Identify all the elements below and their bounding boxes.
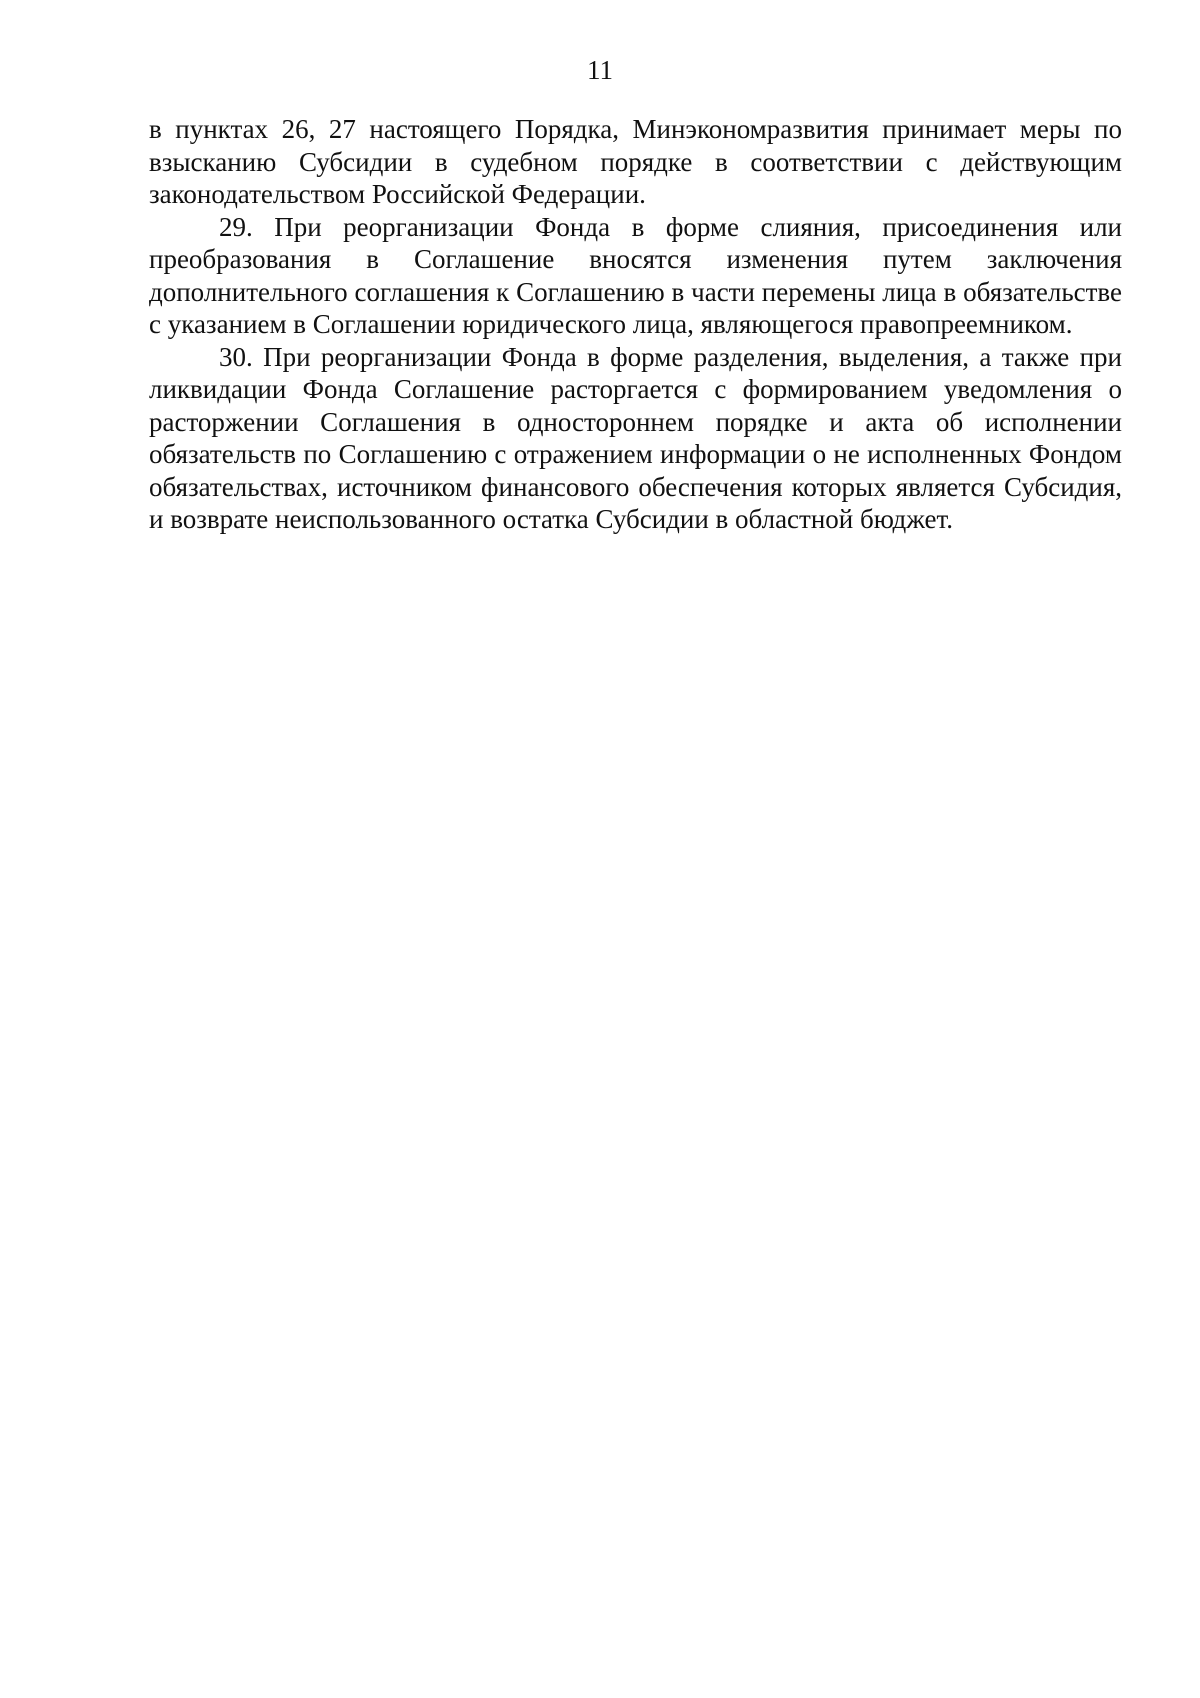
document-body (149, 113, 1122, 536)
paragraph-30: 30. При реорганизации Фонда в форме разделения, выделения, а также при ликвидации Фонда Соглашение расторгается с формированием уведомления о расторжении Соглашения в одностороннем порядке и акта об исполнении обязательств по Соглашению с отражением информации о не исполненных Фондом обязательствах, источником финансового обеспечения которых является Субсидия, и возврате неиспользованного остатка Субсидии в областной бюджет. (149, 341, 1122, 534)
paragraph-29: 29. При реорганизации Фонда в форме слияния, присоединения или преобразования в Соглашение вносятся изменения путем заключения дополнительного соглашения к Соглашению в части перемены лица в обязательстве с указанием в Соглашении юридического лица, являющегося правопреемником. (149, 211, 1122, 339)
paragraph-continuation: в пунктах 26, 27 настоящего Порядка, Минэкономразвития принимает меры по взысканию Субсидии в судебном порядке в соответствии с действующим законодательством Российской Федерации. (149, 114, 1122, 209)
page-number: 11 (587, 55, 613, 85)
